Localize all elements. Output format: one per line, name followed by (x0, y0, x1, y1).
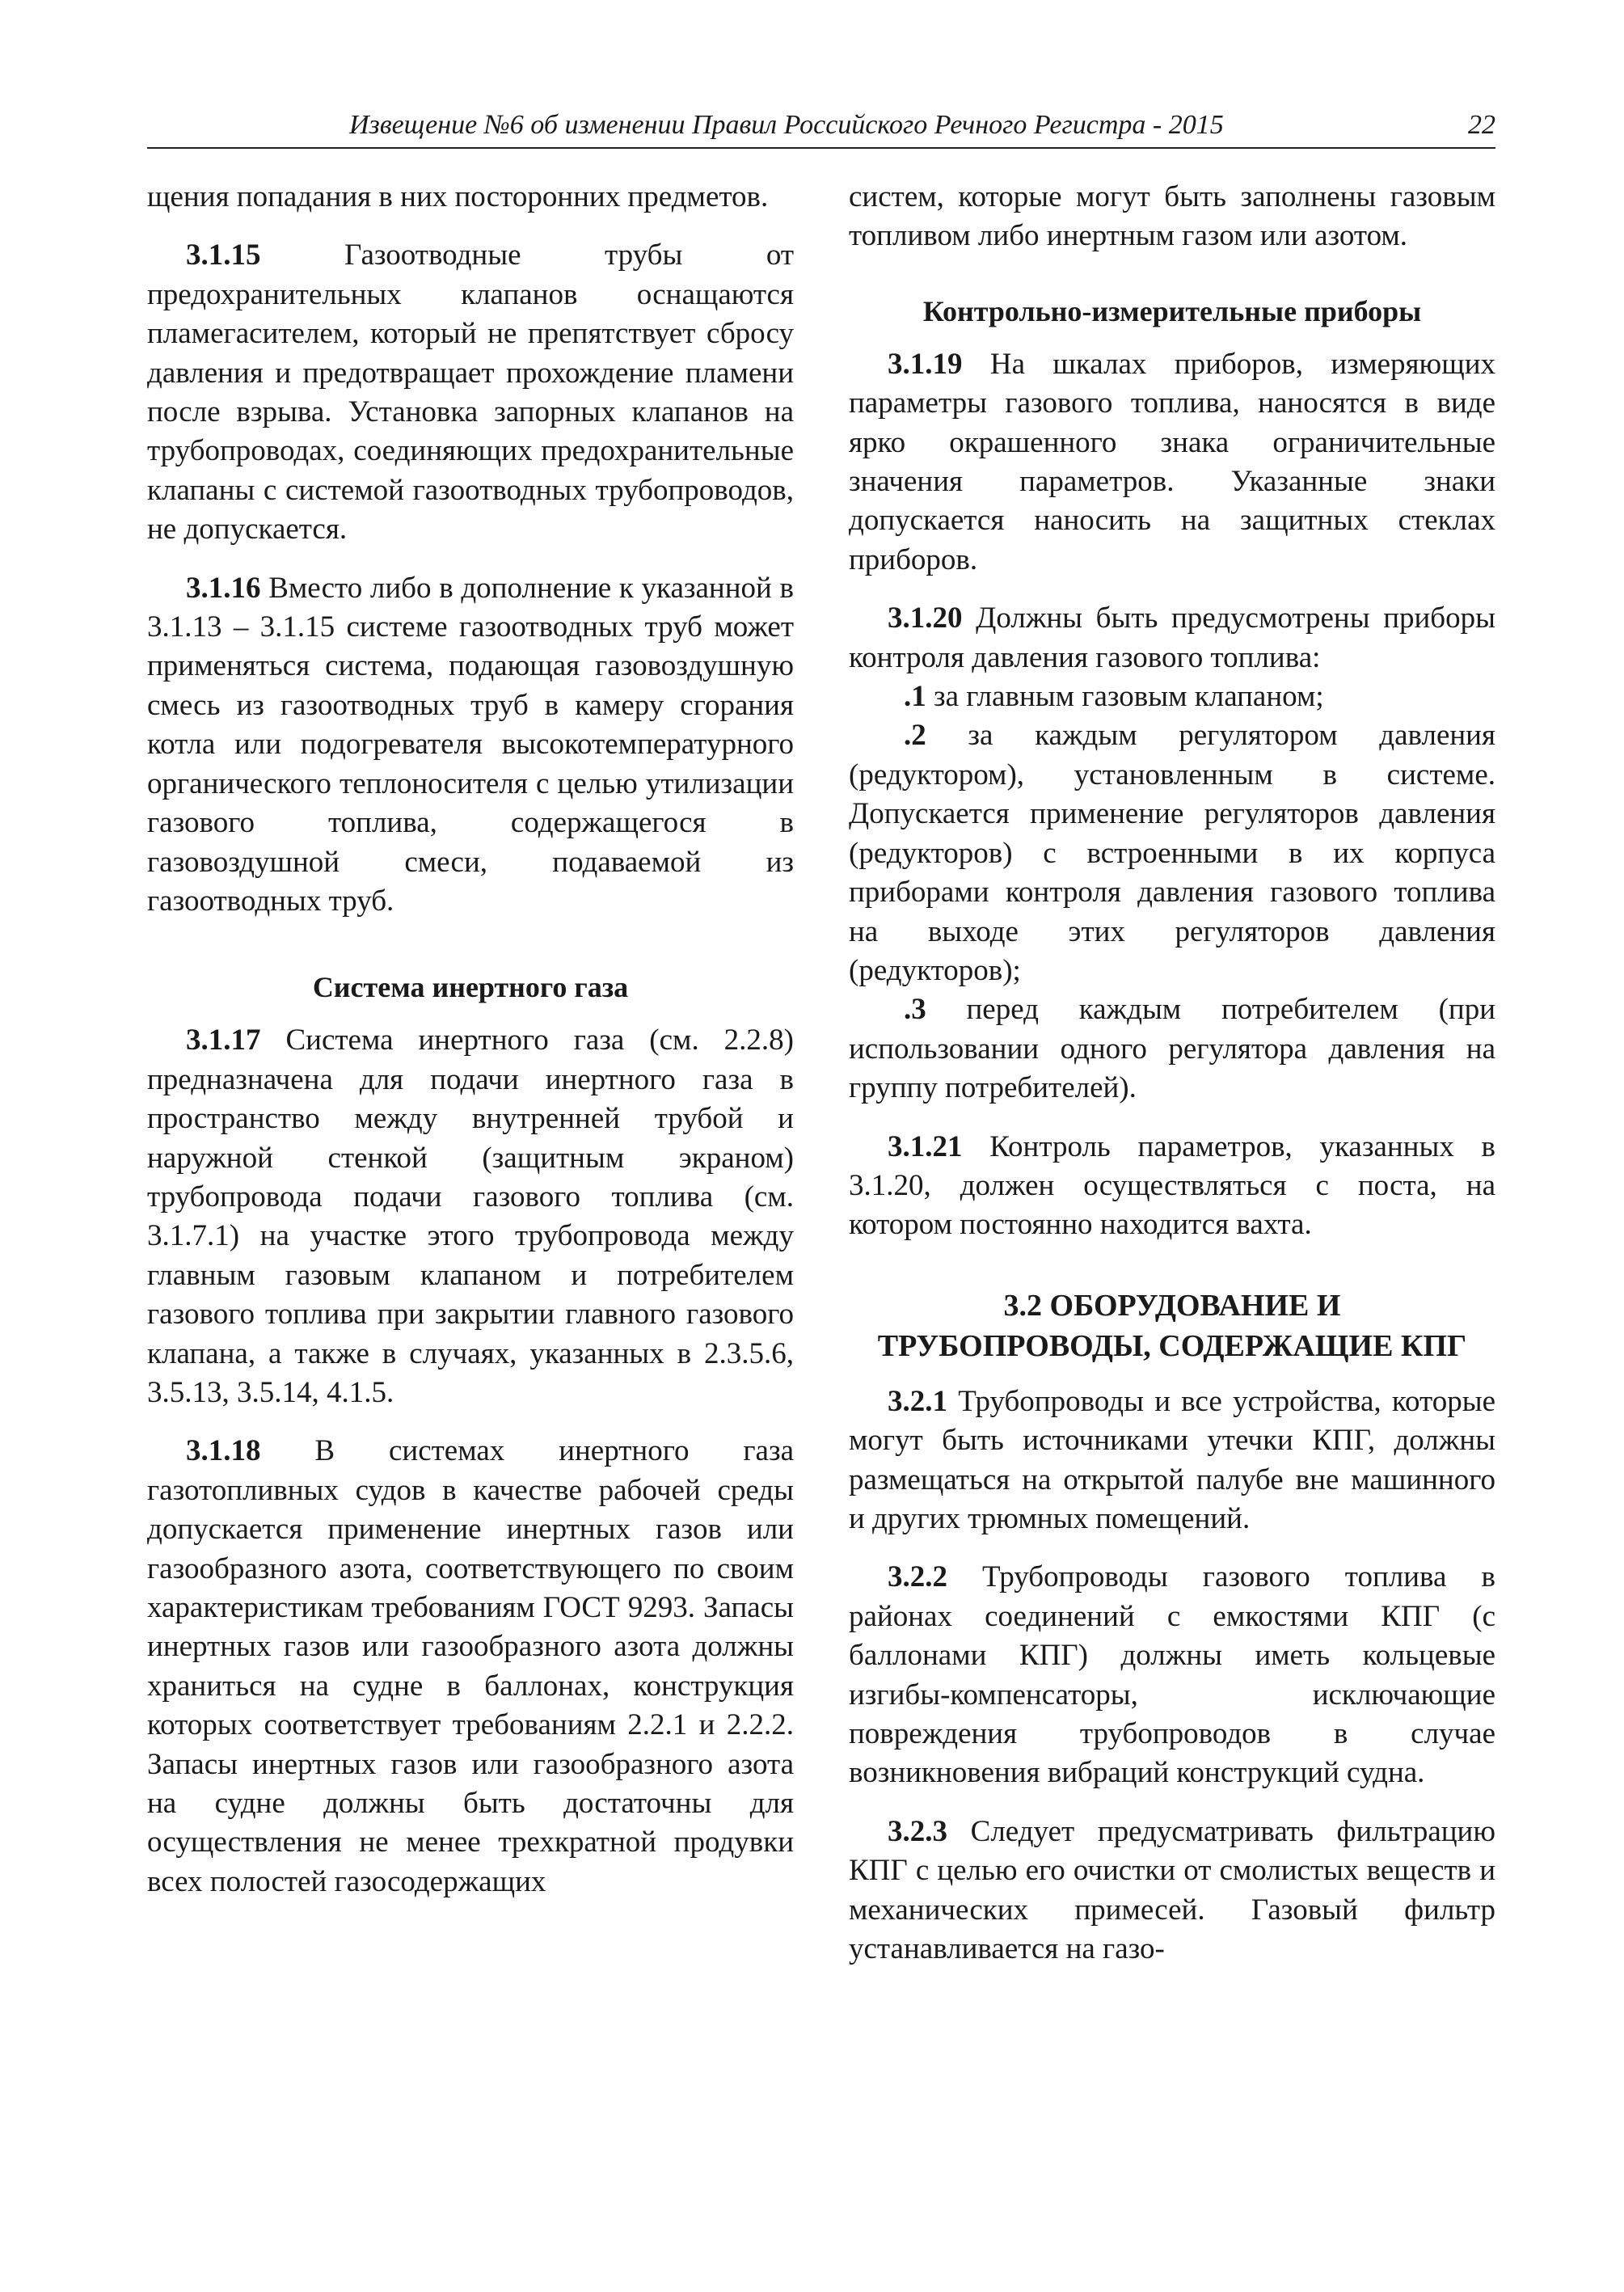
paragraph-text: Следует предусматривать фильтрацию КПГ с целью его очистки от смолистых веществ и механических примесей. Газовый фильтр устанавливается на газо- (849, 1814, 1495, 1966)
paragraph-3-1-19 (849, 345, 1495, 580)
paragraph-number: 3.1.20 (888, 601, 963, 635)
paragraph-text: Трубопроводы и все устройства, которые могут быть источниками утечки КПГ, должны размещаться на открытой палубе вне машинного и других трюмных помещений. (849, 1384, 1495, 1535)
right-column (849, 178, 1495, 1969)
page-header (147, 107, 1495, 149)
list-item-3 (849, 990, 1495, 1108)
paragraph-3-2-1 (849, 1382, 1495, 1539)
list-item-text: за главным газовым клапаном; (926, 680, 1324, 714)
paragraph-number: 3.1.21 (888, 1129, 963, 1163)
paragraph-number: 3.1.19 (888, 347, 963, 381)
list-item-number: .3 (904, 993, 926, 1027)
paragraph-text: Контроль параметров, указанных в 3.1.20, должен осуществляться с поста, на котором постоянно находится вахта. (849, 1129, 1495, 1242)
paragraph-continuation: щения попадания в них посторонних предметов. (147, 180, 769, 213)
section-heading-instruments: Контрольно-измерительные приборы (922, 294, 1422, 327)
paragraph-text: Должны быть предусмотрены приборы контроля давления газового топлива: (849, 601, 1495, 674)
paragraph-number: 3.1.15 (186, 238, 261, 272)
chapter-heading-line-1: 3.2 ОБОРУДОВАНИЕ И (1003, 1288, 1341, 1323)
paragraph-number: 3.2.2 (888, 1560, 947, 1594)
paragraph-3-2-3 (849, 1813, 1495, 1969)
left-column (147, 178, 794, 1902)
paragraph-text: В системах инертного газа газотопливных судов в качестве рабочей среды допускается применение инертных газов или газообразного азота, соответствующего по своим характеристикам требованиям ГОСТ 9293. Запасы инертных газов или газообразного азота должны храниться на судне в баллонах, конструкция которых соответствует требованиям 2.2.1 и 2.2.2. Запасы инертных газов или газообразного азота на судне должны быть достаточны для осуществления не менее трехкратной продувки всех полостей газосодержащих (147, 1434, 794, 1898)
list-item-number: .2 (904, 719, 926, 753)
paragraph-number: 3.2.1 (888, 1384, 947, 1418)
paragraph-text: Трубопроводы газового топлива в районах соединений с емкостями КПГ (с баллонами КПГ) должны иметь кольцевые изгибы-компенсаторы, исключающие повреждения трубопроводов в случае возникновения вибраций конструкций судна. (849, 1560, 1495, 1790)
paragraph-text: Газоотводные трубы от предохранительных клапанов оснащаются пламегасителем, который не препятствует сбросу давления и предотвращает прохождение пламени после взрыва. Установка запорных клапанов на трубопроводах, соединяющих предохранительные клапаны с системой газоотводных трубопроводов, не допускается. (147, 238, 794, 547)
header-title: Извещение №6 об изменении Правил Российского Речного Регистра - 2015 (349, 110, 1224, 140)
list-item-text: перед каждым потребителем (при использовании одного регулятора давления на группу потребителей). (849, 993, 1495, 1105)
paragraph-number: 3.1.18 (186, 1434, 261, 1468)
paragraph-text: Вместо либо в дополнение к указанной в 3.1.13 – 3.1.15 системе газоотводных труб может применяться система, подающая газовоздушную смесь из газоотводных труб в камеру сгорания котла или подогревателя высокотемпературного органического теплоносителя с целью утилизации газового топлива, содержащегося в газовоздушной смеси, подаваемой из газоотводных труб. (147, 571, 794, 918)
chapter-heading (849, 1285, 1495, 1366)
paragraph-text: Система инертного газа (см. 2.2.8) предназначена для подачи инертного газа в пространство между внутренней трубой и наружной стенкой (защитным экраном) трубопровода подачи газового топлива (см. 3.1.7.1) на участке этого трубопровода между главным газовым клапаном и потребителем газового топлива при закрытии главного газового клапана, а также в случаях, указанных в 2.3.5.6, 3.5.13, 3.5.14, 4.1.5. (147, 1024, 794, 1409)
list-item-1 (849, 677, 1495, 716)
chapter-heading-line-2: ТРУБОПРОВОДЫ, СОДЕРЖАЩИЕ КПГ (877, 1328, 1467, 1363)
paragraph-number: 3.2.3 (888, 1814, 947, 1848)
paragraph-3-1-17 (147, 1021, 794, 1412)
paragraph-continuation: систем, которые могут быть заполнены газовым топливом либо инертным газом или азотом. (849, 180, 1495, 253)
list-item-number: .1 (904, 680, 926, 714)
section-heading-inert-gas: Система инертного газа (312, 971, 629, 1004)
paragraph-text: На шкалах приборов, измеряющих параметры газового топлива, наносятся в виде ярко окрашенного знака ограничительные значения параметров. Указанные знаки допускается наносить на защитных стеклах приборов. (849, 347, 1495, 576)
paragraph-number: 3.1.16 (186, 571, 261, 605)
paragraph-3-1-20 (849, 599, 1495, 677)
list-item-text: за каждым регулятором давления (редуктором), установленным в системе. Допускается применение регуляторов давления (редукторов) с встроенными в их корпуса приборами контроля давления газового топлива на выходе этих регуляторов давления (редукторов); (849, 719, 1495, 987)
list-item-2 (849, 716, 1495, 990)
page-number: 22 (1468, 110, 1495, 140)
paragraph-3-1-18 (147, 1432, 794, 1902)
paragraph-3-1-21 (849, 1128, 1495, 1245)
paragraph-3-1-16 (147, 569, 794, 922)
paragraph-number: 3.1.17 (186, 1024, 261, 1057)
paragraph-3-1-15 (147, 236, 794, 549)
paragraph-3-2-2 (849, 1558, 1495, 1792)
